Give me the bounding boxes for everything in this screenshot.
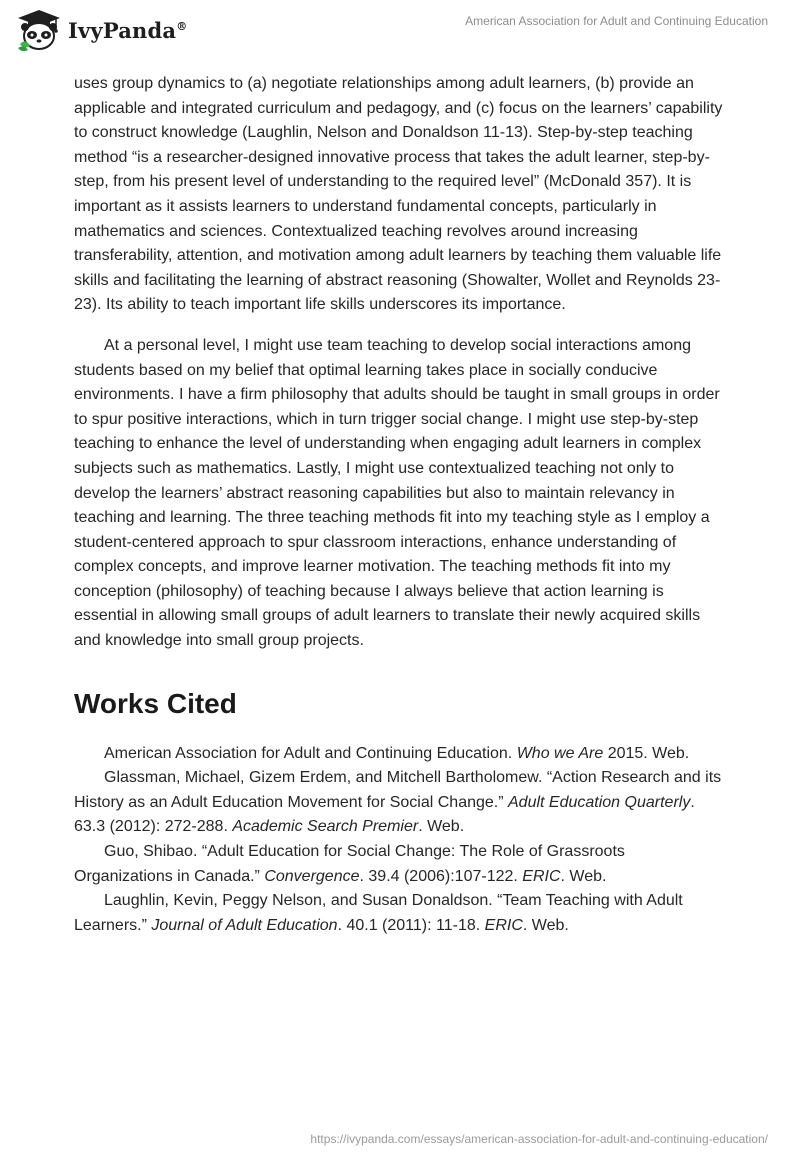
logo-wordmark: IvyPanda®: [68, 17, 188, 43]
citation-entry: Guo, Shibao. “Adult Education for Social Change: The Role of Grassroots Organizations in Canada.” Convergence. 39.4 (2006):107-122. ERIC. Web.: [74, 843, 625, 885]
source-url-link[interactable]: https://ivypanda.com/essays/american-association-for-adult-and-continuing-education/: [310, 1132, 768, 1146]
works-cited-list: [74, 742, 724, 939]
body-paragraph: uses group dynamics to (a) negotiate relationships among adult learners, (b) provide an applicable and integrated curriculum and pedagogy, and (c) focus on the learners’ capability to construct knowledge (Laughlin, Nelson and Donaldson 11-13). Step-by-step teaching method “is a researcher-designed innovative process that takes the adult learner, step-by-step, from his present level of understanding to the required level” (McDonald 357). It is important as it assists learners to understand fundamental concepts, particularly in mathematics and sciences. Contextualized teaching revolves around increasing transferability, attention, and motivation among adult learners by teaching them valuable life skills and facilitating the learning of abstract reasoning (Showalter, Wollet and Reynolds 23-23). Its ability to teach important life skills underscores its importance.: [74, 75, 723, 314]
body-paragraph: At a personal level, I might use team teaching to develop social interactions among students based on my belief that optimal learning takes place in socially conducive environments. I have a firm philosophy that adults should be taught in small groups in order to spur positive interactions, which in turn trigger social change. I might use step-by-step teaching to enhance the level of understanding when engaging adult learners in complex subjects such as mathematics. Lastly, I might use contextualized teaching not only to develop the learners’ abstract reasoning capabilities but also to maintain relevancy in teaching and learning. The three teaching methods fit into my teaching style as I employ a student-centered approach to spur classroom interactions, enhance understanding of complex concepts, and improve learner motivation. The teaching methods fit into my conception (philosophy) of teaching because I always believe that action learning is essential in allowing small groups of adult learners to translate their newly acquired skills and knowledge into small group projects.: [74, 336, 720, 650]
essay-content: [74, 72, 724, 938]
citation-entry: Laughlin, Kevin, Peggy Nelson, and Susan Donaldson. “Team Teaching with Adult Learners.” Journal of Adult Education. 40.1 (2011): 11-18. ERIC. Web.: [74, 892, 683, 934]
document-title: American Association for Adult and Continuing Education: [465, 14, 768, 28]
works-cited-heading: Works Cited: [74, 687, 237, 719]
page-header: [0, 0, 800, 62]
panda-graduate-icon: [16, 8, 62, 52]
citation-entry: Glassman, Michael, Gizem Erdem, and Mitchell Bartholomew. “Action Research and its History as an Adult Education Movement for Social Change.” Adult Education Quarterly. 63.3 (2012): 272-288. Academic Search Premier. Web.: [74, 769, 722, 836]
ivypanda-logo[interactable]: [16, 8, 187, 52]
citation-entry: American Association for Adult and Continuing Education. Who we Are 2015. Web.: [104, 744, 690, 762]
